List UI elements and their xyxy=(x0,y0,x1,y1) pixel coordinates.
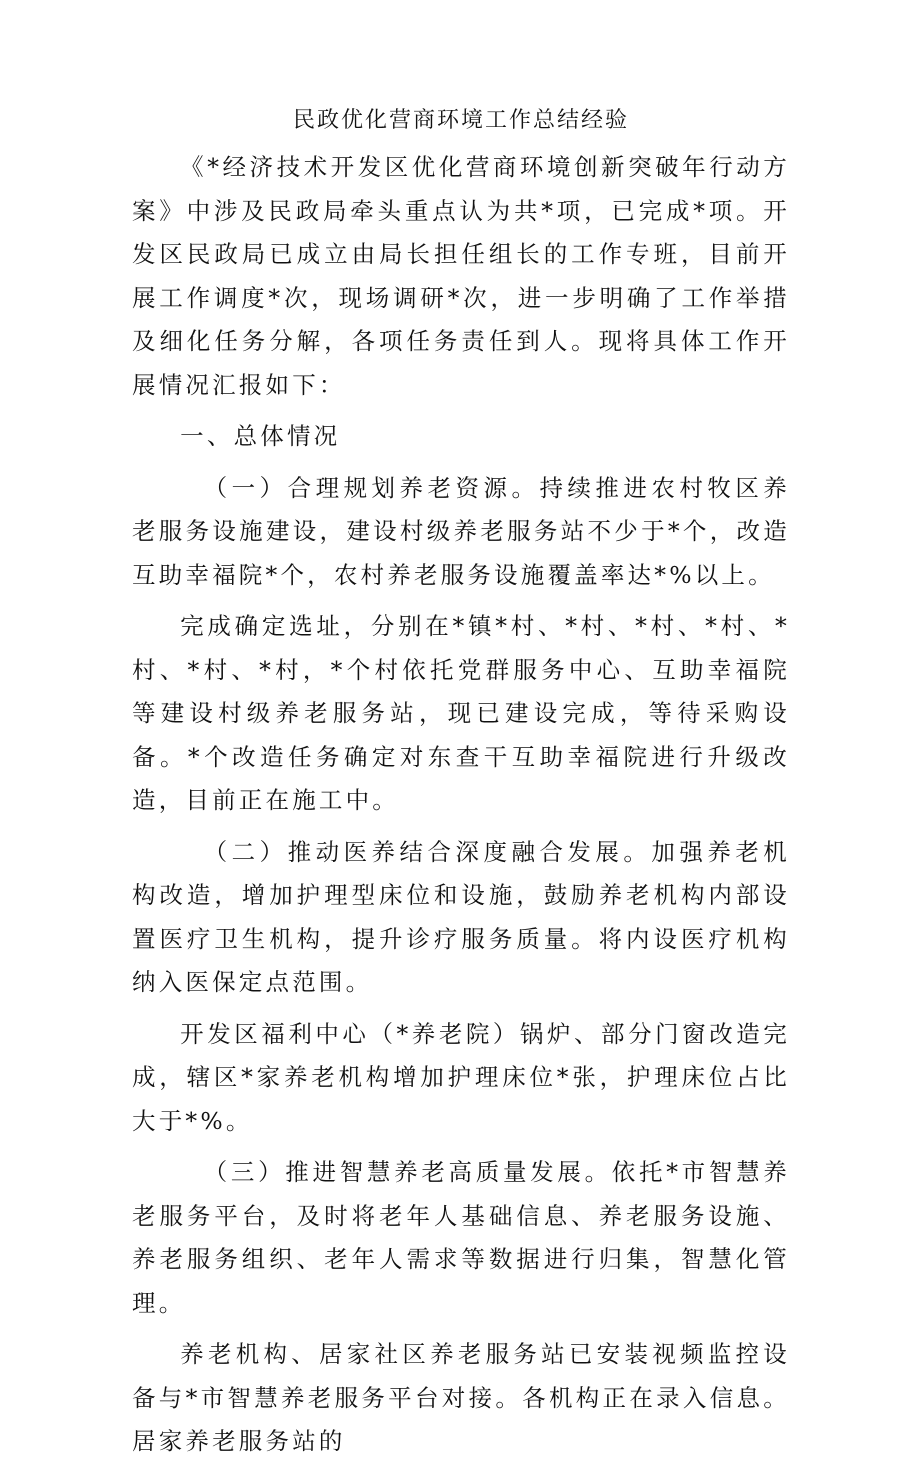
intro-paragraph: 《*经济技术开发区优化营商环境创新突破年行动方案》中涉及民政局牵头重点认为共*项，已完成*项。开发区民政局已成立由局长担任组长的工作专班，目前开展工作调度*次，现场调研*次，进一步明确了工作举措及细化任务分解，各项任务责任到人。现将具体工作开展情况汇报如下： xyxy=(132,153,790,399)
section-heading-overview: 一、总体情况 xyxy=(180,422,341,450)
item-3-paragraph: （三）推进智慧养老高质量发展。依托*市智慧养老服务平台，及时将老年人基础信息、养老服务设施、养老服务组织、老年人需求等数据进行归集，智慧化管理。 xyxy=(132,1158,790,1317)
item-1-detail-paragraph: 完成确定选址，分别在*镇*村、*村、*村、*村、*村、*村、*村，*个村依托党群服务中心、互助幸福院等建设村级养老服务站，现已建设完成，等待采购设备。*个改造任务确定对东查干互助幸福院进行升级改造，目前正在施工中。 xyxy=(132,612,790,814)
item-3-detail-paragraph: 养老机构、居家社区养老服务站已安装视频监控设备与*市智慧养老服务平台对接。各机构正在录入信息。居家养老服务站的 xyxy=(132,1340,790,1455)
document-title: 民政优化营商环境工作总结经验 xyxy=(292,108,629,133)
item-2-detail-paragraph: 开发区福利中心（*养老院）锅炉、部分门窗改造完成，辖区*家养老机构增加护理床位*张，护理床位占比大于*%。 xyxy=(132,1019,790,1135)
item-1-paragraph: （一）合理规划养老资源。持续推进农村牧区养老服务设施建设，建设村级养老服务站不少于*个，改造互助幸福院*个，农村养老服务设施覆盖率达*%以上。 xyxy=(132,473,790,589)
item-2-paragraph: （二）推动医养结合深度融合发展。加强养老机构改造，增加护理型床位和设施，鼓励养老机构内部设置医疗卫生机构，提升诊疗服务质量。将内设医疗机构纳入医保定点范围。 xyxy=(132,837,790,996)
